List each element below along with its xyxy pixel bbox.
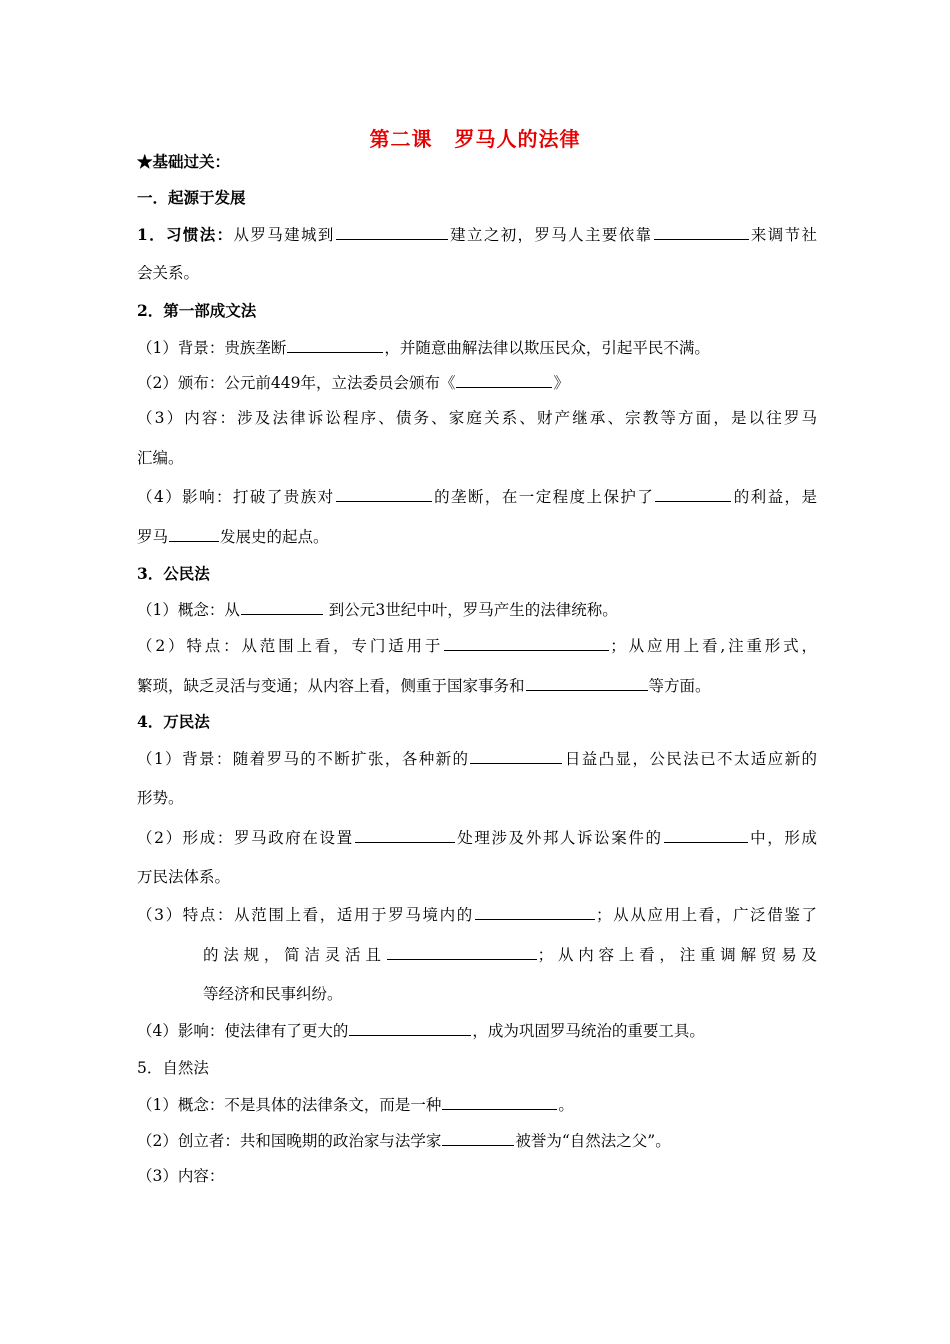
item-background: （1）背景：贵族垄断 ，并随意曲解法律以欺压民众，引起平民不满。 (137, 336, 817, 359)
fill-blank (475, 903, 595, 920)
item-features: （3）特点：从范围上看，适用于罗马境内的 ；从从应用上看，广泛借鉴了 (137, 903, 817, 926)
section-basic: ★基础过关： (137, 152, 231, 171)
item-law-of-nations: 4．万民法 (137, 712, 210, 731)
fill-blank (470, 747, 562, 764)
item-features: （2）特点：从范围上看，专门适用于 ；从应用上看,注重形式， (137, 634, 817, 657)
item-concept: （1）概念：不是具体的法律条文，而是一种 。 (137, 1093, 817, 1116)
item-text: 等经济和民事纠纷。 (203, 985, 343, 1003)
fill-blank (456, 371, 552, 388)
item-background: （1）背景：随着罗马的不断扩张，各种新的 日益凸显，公民法已不太适应新的 (137, 747, 817, 770)
item-promulgation: （2）颁布：公元前449年，立法委员会颁布《 》 (137, 371, 817, 394)
item-content: （3）内容： (137, 1167, 225, 1185)
fill-blank (287, 336, 383, 353)
fill-blank (336, 223, 448, 240)
fill-blank (444, 634, 609, 651)
fill-blank (664, 826, 748, 843)
item-text: 汇编。 (137, 449, 184, 467)
item-label: 1．习惯法： (137, 225, 234, 244)
fill-blank (654, 223, 749, 240)
lesson-title (0, 123, 950, 152)
item-features-cont: 繁琐，缺乏灵活与变通；从内容上看，侧重于国家事务和 等方面。 (137, 674, 817, 697)
fill-blank (336, 485, 432, 502)
item-content: （3）内容：涉及法律诉讼程序、债务、家庭关系、财产继承、宗教等方面，是以往罗马 (137, 409, 817, 427)
title-lesson-name: 罗马人的法律 (454, 127, 581, 151)
item-first-written-law: 2．第一部成文法 (137, 301, 257, 320)
section-origin: 一．起源于发展 (137, 188, 246, 207)
item-customary-law: 1．习惯法：从罗马建城到 建立之初，罗马人主要依靠 来调节社 (137, 225, 817, 244)
fill-blank (387, 943, 537, 960)
item-influence: （4）影响：打破了贵族对 的垄断，在一定程度上保护了 的利益，是 (137, 485, 817, 508)
fill-blank (526, 674, 648, 691)
item-concept: （1）概念：从 到公元3世纪中叶，罗马产生的法律统称。 (137, 598, 817, 621)
item-founder: （2）创立者：共和国晚期的政治家与法学家 被誉为“自然法之父”。 (137, 1129, 817, 1152)
item-formation: （2）形成：罗马政府在设置 处理涉及外邦人诉讼案件的 中，形成 (137, 826, 817, 849)
item-influence: （4）影响：使法律有了更大的 ，成为巩固罗马统治的重要工具。 (137, 1019, 817, 1042)
item-text: 会关系。 (137, 264, 200, 282)
item-text: 万民法体系。 (137, 868, 231, 886)
fill-blank (655, 485, 731, 502)
title-lesson-number: 第二课 (369, 127, 433, 151)
fill-blank (442, 1129, 514, 1146)
fill-blank (169, 525, 219, 542)
fill-blank (349, 1019, 471, 1036)
item-natural-law: 5．自然法 (137, 1059, 209, 1077)
item-influence-cont: 罗马 发展史的起点。 (137, 525, 817, 548)
item-text: 形势。 (137, 789, 184, 807)
fill-blank (241, 598, 323, 615)
item-features-cont: 的法规，简洁灵活且 ；从内容上看，注重调解贸易及 (203, 943, 817, 966)
item-civil-law: 3．公民法 (137, 564, 210, 583)
fill-blank (442, 1093, 557, 1110)
fill-blank (355, 826, 455, 843)
